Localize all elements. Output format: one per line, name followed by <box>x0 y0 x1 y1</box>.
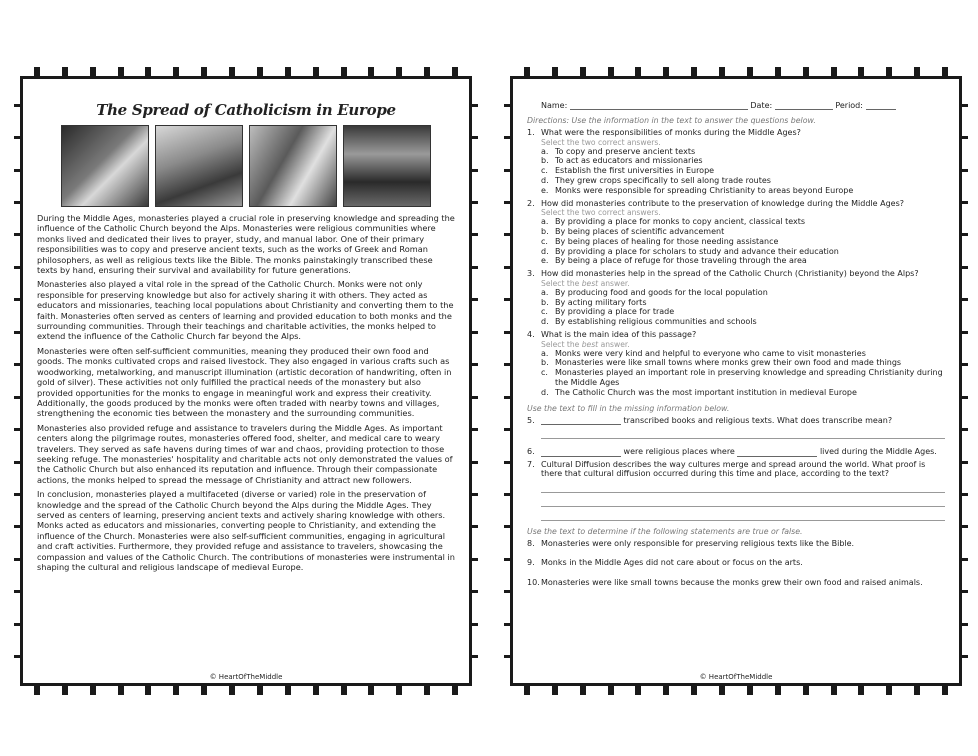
top-border-decoration <box>23 67 469 77</box>
period-blank[interactable] <box>866 101 896 110</box>
option-1d[interactable]: d. They grew crops specifically to sell along trade routes <box>541 175 771 185</box>
monks-praying-image <box>343 125 431 207</box>
date-blank[interactable] <box>775 101 833 110</box>
bottom-border-decoration <box>23 685 469 695</box>
option-3b[interactable]: b. By acting military forts <box>541 297 647 307</box>
option-3a[interactable]: a. By producing food and goods for the local population <box>541 287 768 297</box>
paragraph-1: During the Middle Ages, monasteries played a crucial role in preserving knowledge and spreading the influence of the Catholic Church beyond the Alps. Monasteries were religious communities where monks lived and dedicated their lives to prayer, study, and manual labor. One of their primary responsibilities was to copy and preserve ancient texts, such as the works of Greek and Roman philosophers, as well as religious texts like the Bible. The monks painstakingly transcribed these texts by hand, ensuring their survival and availability for future generations. <box>37 213 455 276</box>
option-3d[interactable]: d. By establishing religious communities and schools <box>541 317 757 327</box>
right-border-decoration <box>960 89 968 673</box>
questions-page <box>510 76 962 686</box>
right-border-decoration <box>470 89 478 673</box>
question-5-blank[interactable] <box>541 416 621 425</box>
question-7-answer-line-1[interactable] <box>541 486 945 493</box>
question-6-blank-2[interactable] <box>737 448 817 457</box>
option-1a[interactable]: a. To copy and preserve ancient texts <box>541 146 696 156</box>
option-4a[interactable]: a. Monks were very kind and helpful to everyone who came to visit monasteries <box>541 348 866 358</box>
question-2-hint: Select the two correct answers. <box>541 208 661 218</box>
copyright-footer: © HeartOfTheMiddle <box>699 673 773 681</box>
question-8: 8. Monasteries were only responsible for preserving religious texts like the Bible. <box>527 538 855 548</box>
name-date-period-line <box>541 101 945 110</box>
option-1c[interactable]: c. Establish the first universities in Europe <box>541 166 715 176</box>
illustration-strip <box>37 125 455 207</box>
monk-writing-image <box>61 125 149 207</box>
left-border-decoration <box>14 89 22 673</box>
question-6-blank-1[interactable] <box>541 448 621 457</box>
option-1e[interactable]: e. Monks were responsible for spreading Christianity to areas beyond Europe <box>541 185 854 195</box>
top-border-decoration <box>513 67 959 77</box>
question-10: 10. Monasteries were like small towns because the monks grew their own food and raised animals. <box>527 578 923 588</box>
reading-page <box>20 76 472 686</box>
paragraph-4: Monasteries also provided refuge and assistance to travelers during the Middle Ages. As important centers along the pilgrimage routes, monasteries offered food, shelter, and medical care to weary travelers. They served as safe havens during times of war and chaos, providing protection to those seeking refuge. The monasteries' hospitality and charitable acts not only demonstrated the values of the Catholic Church but also enhanced its reputation and influence. Through their compassionate actions, the monks helped to spread the message of Christianity and attract new followers. <box>37 422 453 485</box>
paragraph-2: Monasteries also played a vital role in the spread of the Catholic Church. Monks were not only responsible for preserving knowledge but also for actively sharing it with others. They acted as educators and missionaries, teaching local populations about Christianity and converting them to the faith. Monasteries often served as centers of learning and provided education to both monks and the surrounding communities. Through their teachings and charitable activities, the monks helped to extend the influence of the Catholic Church far beyond the Alps. <box>37 279 454 342</box>
name-label: Name: <box>541 101 568 110</box>
period-label: Period: <box>835 101 863 110</box>
question-9: 9. Monks in the Middle Ages did not care about or focus on the arts. <box>527 558 803 568</box>
option-4d[interactable]: d. The Catholic Church was the most important institution in medieval Europe <box>541 387 857 397</box>
option-3c[interactable]: c. By providing a place for trade <box>541 307 675 317</box>
directions-2: Use the text to fill in the missing information below. <box>527 403 730 413</box>
copyright-footer: © HeartOfTheMiddle <box>209 673 283 681</box>
question-2: 2. How did monasteries contribute to the preservation of knowledge during the Middle Ages? <box>527 198 904 208</box>
option-4c[interactable]: c. Monasteries played an important role in preserving knowledge and spreading Christianity during the Middle Ages <box>541 368 943 387</box>
question-3: 3. How did monasteries help in the spread of the Catholic Church (Christianity) beyond the Alps? <box>527 269 919 279</box>
directions-3: Use the text to determine if the following statements are true or false. <box>527 526 803 536</box>
question-7-answer-line-2[interactable] <box>541 500 945 507</box>
directions-1: Directions: Use the information in the text to answer the questions below. <box>527 116 816 125</box>
left-border-decoration <box>504 89 512 673</box>
question-3-hint: Select the best answer. <box>541 278 630 288</box>
option-1b[interactable]: b. To act as educators and missionaries <box>541 156 703 166</box>
question-6: 6. were religious places where lived during the Middle Ages. <box>527 447 937 457</box>
date-label: Date: <box>750 101 773 110</box>
question-4-hint: Select the best answer. <box>541 339 630 349</box>
monks-gathering-image <box>249 125 337 207</box>
bottom-border-decoration <box>513 685 959 695</box>
option-2e[interactable]: e. By being a place of refuge for those traveling through the area <box>541 256 807 266</box>
paragraph-5: In conclusion, monasteries played a multifaceted (diverse or varied) role in the preservation of knowledge and the spread of the Catholic Church beyond the Alps during the Middle Ages. They served as centers of learning, preserving ancient texts and actively sharing knowledge with others. Monks acted as educators and missionaries, converting people to Christianity, and extending the influence of the Church. Monasteries were also self-sufficient communities, engaging in agricultural and craft activities. Furthermore, they provided refuge and assistance to travelers, showcasing the compassion and values of the Catholic Church. The contributions of monasteries were instrumental in shaping the cultural and religious landscape of medieval Europe. <box>37 489 455 572</box>
question-4: 4. What is the main idea of this passage? <box>527 329 697 339</box>
option-2c[interactable]: c. By being places of healing for those needing assistance <box>541 236 779 246</box>
question-1: 1. What were the responsibilities of monks during the Middle Ages? <box>527 128 801 137</box>
question-5: 5. transcribed books and religious texts. What does transcribe mean? <box>527 415 893 425</box>
paragraph-3: Monasteries were often self-sufficient communities, meaning they produced their own food and goods. The monks cultivated crops and raised livestock. They also engaged in various crafts such as woodworking, metalworking, and manuscript illumination (artistic decoration of handwriting, often in gold of silver). These activities not only fulfilled the practical needs of the monastery but also provided opportunities for the monks to engage in meaningful work and express their creativity. Additionally, the goods produced by the monks were often traded with nearby towns and villages, strengthening the economic ties between the monastery and the surrounding communities. <box>37 345 452 419</box>
question-1-hint: Select the two correct answers. <box>541 137 661 147</box>
option-2b[interactable]: b. By being places of scientific advancement <box>541 226 725 236</box>
name-blank[interactable] <box>570 101 748 110</box>
page-title: The Spread of Catholicism in Europe <box>96 101 396 119</box>
option-2d[interactable]: d. By providing a place for scholars to study and advance their education <box>541 246 839 256</box>
question-7: 7. Cultural Diffusion describes the way cultures merge and spread around the world. What proof is there that cultural diffusion occurred during this time and place, according to the text? <box>527 459 926 479</box>
monks-with-livestock-image <box>155 125 243 207</box>
question-7-answer-line-3[interactable] <box>541 514 945 521</box>
option-2a[interactable]: a. By providing a place for monks to copy ancient, classical texts <box>541 217 806 227</box>
option-4b[interactable]: b. Monasteries were like small towns where monks grew their own food and made things <box>541 358 902 368</box>
question-5-answer-line[interactable] <box>541 432 945 439</box>
